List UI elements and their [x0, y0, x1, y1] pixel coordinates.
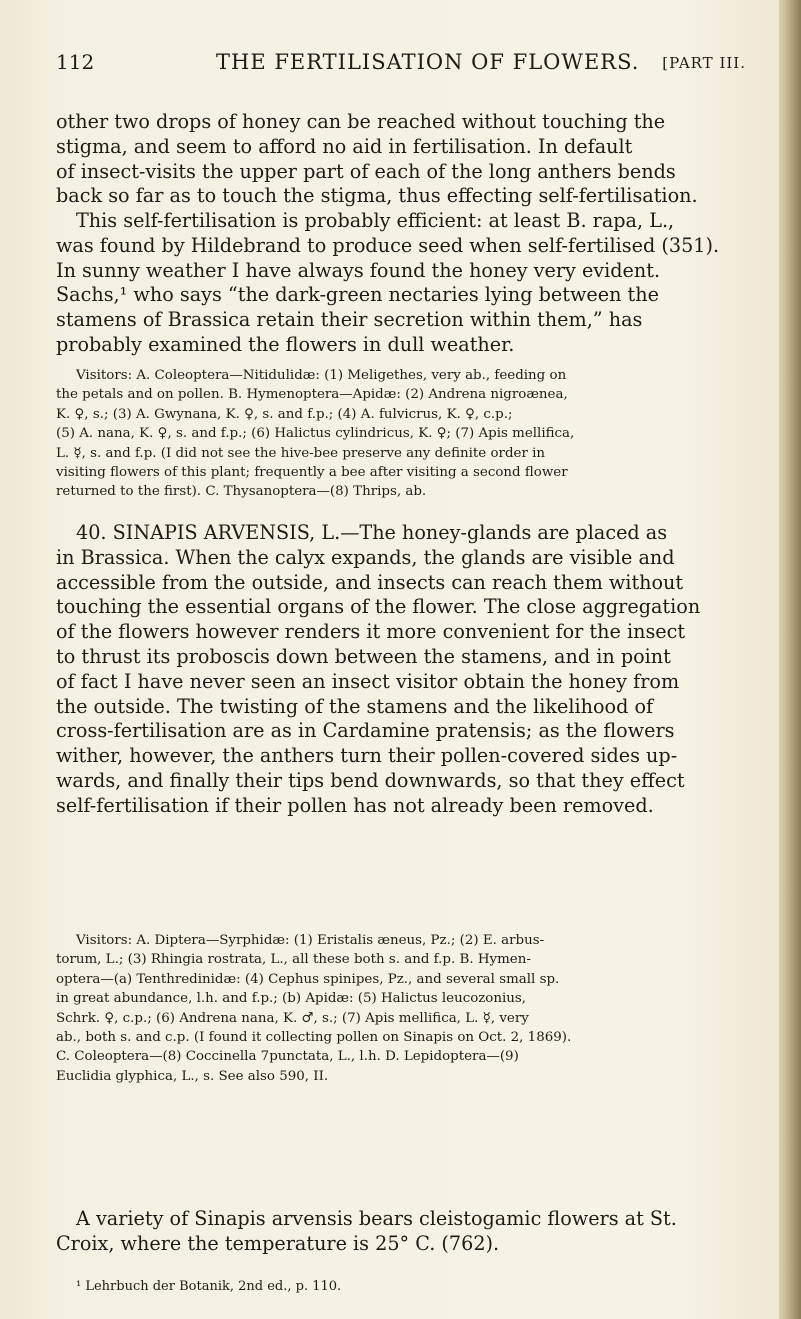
text-line: the petals and on pollen. B. Hymenoptera—Apidæ: (2) Andrena nigroænea,: [56, 387, 568, 403]
text-line: other two drops of honey can be reached without touching the: [56, 110, 666, 133]
text-line: cross-fertilisation are as in Cardamine pratensis; as the flowers: [56, 719, 675, 743]
text-line: 40. SINAPIS ARVENSIS, L.—The honey-glands are placed as: [76, 521, 668, 544]
text-line: stamens of Brassica retain their secretion within them,” has: [56, 308, 643, 332]
visitors-list-sinapis: [56, 931, 746, 1086]
text-line: probably examined the flowers in dull weather.: [56, 332, 515, 356]
page-number: 112: [56, 50, 95, 74]
paragraph-cleistogamic: [56, 1207, 746, 1257]
text-line: accessible from the outside, and insects can reach them without: [56, 570, 684, 594]
text-line: of insect-visits the upper part of each of the long anthers bends: [56, 159, 676, 183]
text-line: L. ☿, s. and f.p. (I did not see the hive-bee preserve any definite order in: [56, 445, 546, 461]
text-line: back so far as to touch the stigma, thus effecting self-fertilisation.: [56, 184, 698, 208]
text-line: (5) A. nana, K. ♀, s. and f.p.; (6) Halictus cylindricus, K. ♀; (7) Apis mellifica,: [56, 426, 575, 442]
text-line: returned to the first). C. Thysanoptera—(8) Thrips, ab.: [56, 484, 427, 500]
page-header: [56, 50, 746, 90]
text-line: touching the essential organs of the flower. The close aggregation: [56, 595, 701, 619]
text-line: visiting flowers of this plant; frequently a bee after visiting a second flower: [56, 465, 568, 481]
section-40-sinapis-arvensis: [56, 521, 746, 819]
text-line: C. Coleoptera—(8) Coccinella 7punctata, L., l.h. D. Lepidoptera—(9): [56, 1049, 519, 1065]
text-line: in great abundance, l.h. and f.p.; (b) Apidæ: (5) Halictus leucozonius,: [56, 991, 527, 1007]
text-line: This self-fertilisation is probably efficient: at least B. rapa, L.,: [76, 209, 675, 232]
visitors-list-brassica: [56, 366, 746, 502]
text-line: wither, however, the anthers turn their pollen-covered sides up-: [56, 744, 678, 768]
page-edge: [779, 0, 801, 1319]
text-line: K. ♀, s.; (3) A. Gwynana, K. ♀, s. and f.p.; (4) A. fulvicrus, K. ♀, c.p.;: [56, 406, 513, 422]
text-line: the outside. The twisting of the stamens and the likelihood of: [56, 694, 654, 718]
text-line: in Brassica. When the calyx expands, the glands are visible and: [56, 545, 675, 569]
text-line: stigma, and seem to afford no aid in fertilisation. In default: [56, 134, 633, 158]
footnote: ¹ Lehrbuch der Botanik, 2nd ed., p. 110.: [76, 1279, 342, 1294]
text-line: torum, L.; (3) Rhingia rostrata, L., all these both s. and f.p. B. Hymen-: [56, 952, 531, 968]
paragraph-1: [56, 110, 746, 209]
part-label: [PART III.: [662, 54, 746, 72]
text-line: ab., both s. and c.p. (I found it collecting pollen on Sinapis on Oct. 2, 1869).: [56, 1030, 572, 1046]
text-line: Visitors: A. Diptera—Syrphidæ: (1) Eristalis æneus, Pz.; (2) E. arbus-: [76, 933, 545, 948]
text-line: In sunny weather I have always found the honey very evident.: [56, 258, 661, 282]
text-line: Sachs,¹ who says “the dark-green nectaries lying between the: [56, 283, 659, 307]
text-line: to thrust its proboscis down between the stamens, and in point: [56, 644, 671, 668]
text-line: Euclidia glyphica, L., s. See also 590, II.: [56, 1068, 329, 1084]
text-line: self-fertilisation if their pollen has not already been removed.: [56, 793, 654, 817]
text-line: Croix, where the temperature is 25° C. (762).: [56, 1231, 500, 1255]
text-line: was found by Hildebrand to produce seed when self-fertilised (351).: [56, 233, 720, 257]
text-line: of fact I have never seen an insect visitor obtain the honey from: [56, 669, 680, 693]
running-title: THE FERTILISATION OF FLOWERS.: [216, 50, 640, 74]
paragraph-2: [56, 209, 746, 358]
text-line: optera—(a) Tenthredinidæ: (4) Cephus spinipes, Pz., and several small sp.: [56, 971, 560, 987]
text-line: Schrk. ♀, c.p.; (6) Andrena nana, K. ♂, s.; (7) Apis mellifica, L. ☿, very: [56, 1010, 529, 1026]
text-line: wards, and finally their tips bend downwards, so that they effect: [56, 768, 685, 792]
text-line: Visitors: A. Coleoptera—Nitidulidæ: (1) Meligethes, very ab., feeding on: [76, 368, 567, 383]
text-line: of the flowers however renders it more convenient for the insect: [56, 620, 686, 644]
text-line: A variety of Sinapis arvensis bears cleistogamic flowers at St.: [76, 1207, 677, 1230]
